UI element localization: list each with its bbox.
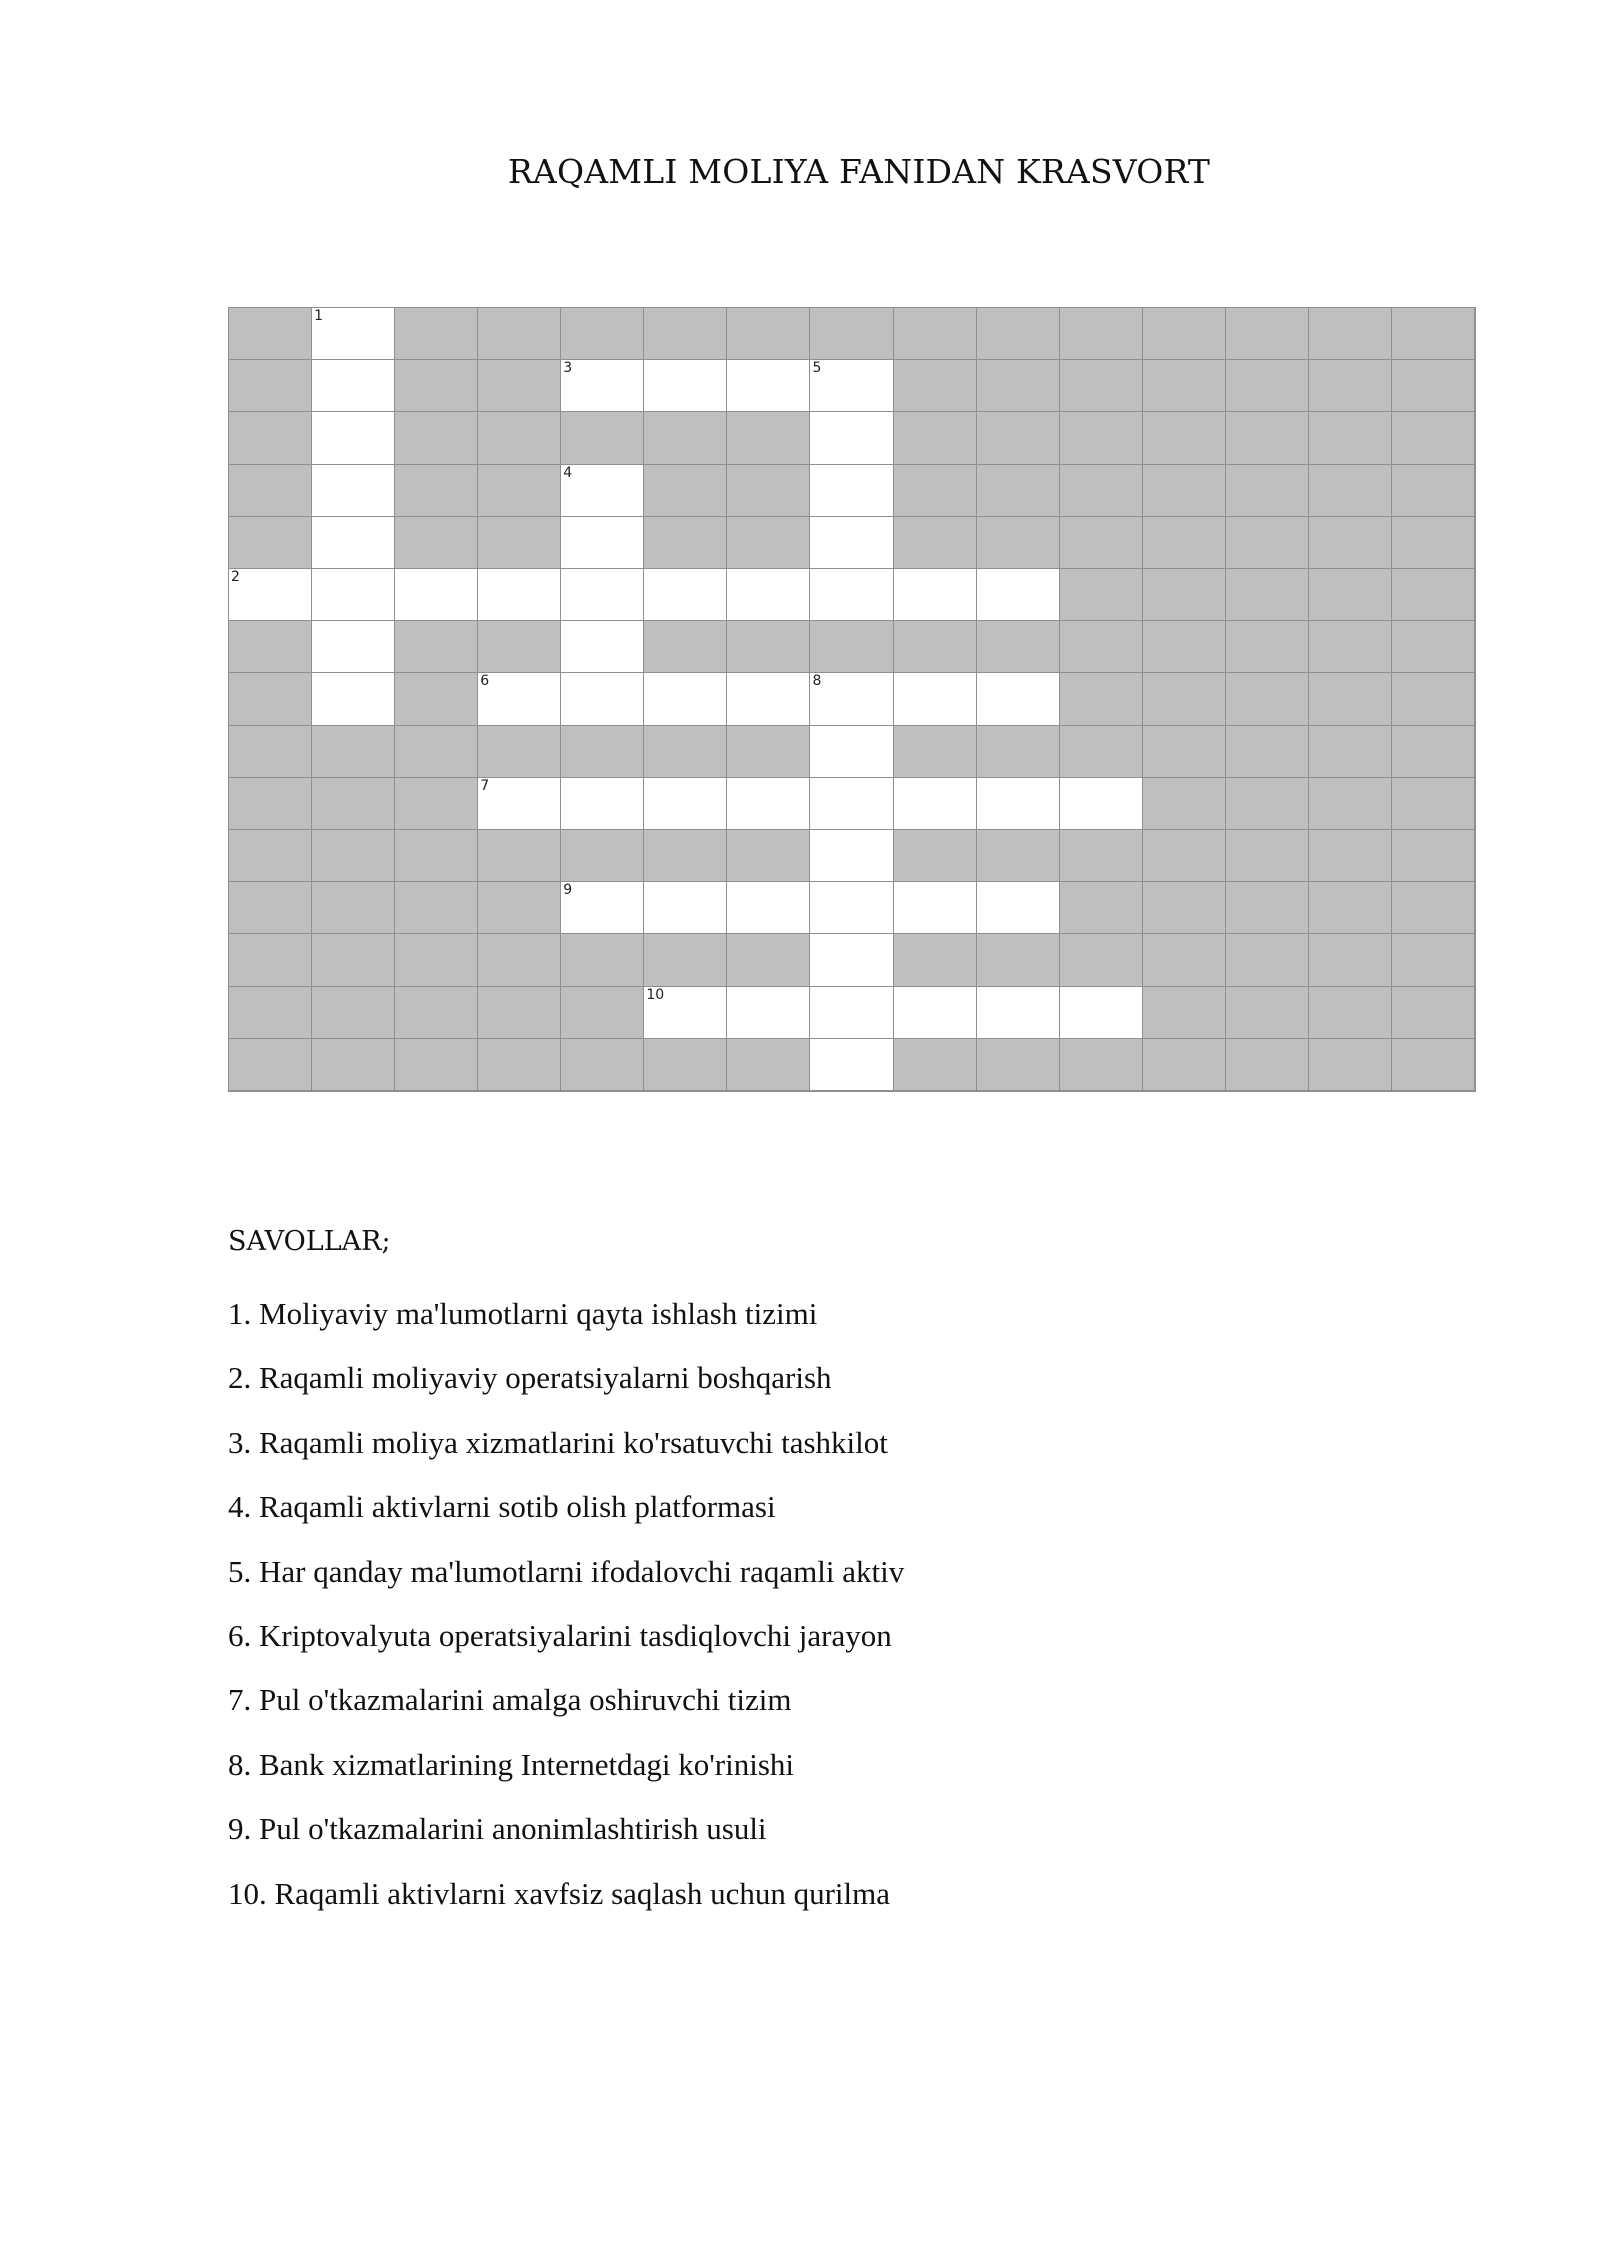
crossword-cell-blocked [229, 308, 312, 360]
clue-item: 7. Pul o'tkazmalarini amalga oshiruvchi tizim [228, 1682, 792, 1718]
crossword-cell-open[interactable] [810, 882, 893, 934]
crossword-cell-blocked [1226, 934, 1309, 986]
crossword-cell-blocked [478, 1039, 561, 1091]
crossword-cell-blocked [1226, 1039, 1309, 1091]
clue-item: 5. Har qanday ma'lumotlarni ifodalovchi raqamli aktiv [228, 1553, 905, 1589]
crossword-cell-blocked [395, 308, 478, 360]
crossword-cell-open[interactable] [561, 673, 644, 725]
crossword-cell-open[interactable] [727, 673, 810, 725]
crossword-cell-blocked [1309, 934, 1392, 986]
crossword-cell-blocked [478, 830, 561, 882]
crossword-cell-open[interactable] [810, 987, 893, 1039]
crossword-cell-blocked [977, 934, 1060, 986]
crossword-cell-open[interactable] [561, 360, 644, 412]
crossword-cell-blocked [727, 1039, 810, 1091]
page-title: RAQAMLI MOLIYA FANIDAN KRASVORT [507, 152, 1211, 191]
crossword-cell-blocked [229, 621, 312, 673]
crossword-cell-blocked [977, 621, 1060, 673]
crossword-cell-blocked [395, 621, 478, 673]
crossword-cell-blocked [478, 621, 561, 673]
crossword-cell-blocked [395, 726, 478, 778]
crossword-cell-blocked [561, 987, 644, 1039]
crossword-cell-open[interactable] [644, 673, 727, 725]
clue-number: 2 [231, 569, 240, 585]
crossword-cell-blocked [395, 882, 478, 934]
crossword-cell-blocked [727, 308, 810, 360]
crossword-cell-blocked [644, 412, 727, 464]
clue-number: 4 [563, 464, 573, 481]
crossword-cell-blocked [561, 1039, 644, 1091]
clue-number: 10 [646, 986, 665, 1003]
crossword-cell-blocked [1143, 987, 1226, 1039]
crossword-cell-blocked [1060, 465, 1143, 517]
crossword-cell-blocked [395, 412, 478, 464]
clue-number: 5 [812, 360, 822, 377]
crossword-cell-open[interactable] [1060, 987, 1143, 1039]
clue-item: 9. Pul o'tkazmalarini anonimlashtirish usuli [228, 1811, 767, 1847]
crossword-cell-blocked [312, 882, 395, 934]
crossword-cell-blocked [977, 1039, 1060, 1091]
crossword-cell-blocked [1060, 412, 1143, 464]
crossword-cell-open[interactable] [727, 360, 810, 412]
crossword-cell-open[interactable] [312, 569, 395, 621]
clue-number: 8 [812, 673, 822, 690]
crossword-cell-blocked [1309, 778, 1392, 830]
crossword-cell-blocked [478, 465, 561, 517]
crossword-cell-open[interactable] [1060, 778, 1143, 830]
crossword-grid [228, 307, 1476, 1092]
crossword-cell-open[interactable] [727, 569, 810, 621]
crossword-cell-blocked [1309, 465, 1392, 517]
crossword-cell-blocked [1226, 360, 1309, 412]
crossword-cell-blocked [727, 830, 810, 882]
crossword-cell-open[interactable] [395, 569, 478, 621]
crossword-cell-blocked [644, 517, 727, 569]
crossword-cell-blocked [1392, 882, 1475, 934]
crossword-cell-blocked [478, 987, 561, 1039]
crossword-cell-blocked [1226, 517, 1309, 569]
crossword-cell-blocked [229, 465, 312, 517]
crossword-cell-blocked [1143, 726, 1226, 778]
crossword-cell-open[interactable] [810, 830, 893, 882]
crossword-cell-blocked [810, 308, 893, 360]
crossword-cell-blocked [1392, 934, 1475, 986]
crossword-cell-open[interactable] [478, 778, 561, 830]
crossword-cell-blocked [478, 882, 561, 934]
crossword-cell-blocked [1309, 987, 1392, 1039]
crossword-cell-open[interactable] [894, 882, 977, 934]
crossword-cell-blocked [977, 517, 1060, 569]
clue-number: 9 [563, 882, 573, 899]
crossword-cell-blocked [1143, 1039, 1226, 1091]
clue-item: 10. Raqamli aktivlarni xavfsiz saqlash uchun qurilma [228, 1875, 891, 1911]
crossword-cell-blocked [229, 517, 312, 569]
crossword-cell-open[interactable] [810, 934, 893, 986]
crossword-cell-open[interactable] [810, 412, 893, 464]
crossword-cell-blocked [1143, 621, 1226, 673]
crossword-cell-blocked [1392, 1039, 1475, 1091]
crossword-cell-blocked [1143, 517, 1226, 569]
crossword-cell-blocked [229, 882, 312, 934]
crossword-cell-blocked [1060, 517, 1143, 569]
crossword-cell-blocked [977, 726, 1060, 778]
crossword-cell-blocked [1226, 882, 1309, 934]
crossword-cell-blocked [894, 412, 977, 464]
crossword-cell-open[interactable] [810, 726, 893, 778]
crossword-cell-open[interactable] [561, 465, 644, 517]
clue-item: 2. Raqamli moliyaviy operatsiyalarni boshqarish [228, 1360, 832, 1396]
crossword-cell-open[interactable] [977, 882, 1060, 934]
crossword-cell-blocked [1143, 934, 1226, 986]
crossword-cell-open[interactable] [312, 465, 395, 517]
crossword-cell-blocked [977, 360, 1060, 412]
crossword-cell-open[interactable] [977, 569, 1060, 621]
crossword-cell-blocked [395, 517, 478, 569]
clue-number: 7 [480, 777, 490, 794]
crossword-cell-blocked [1060, 726, 1143, 778]
crossword-cell-open[interactable] [312, 673, 395, 725]
crossword-cell-open[interactable] [561, 882, 644, 934]
crossword-cell-open[interactable] [727, 987, 810, 1039]
crossword-cell-open[interactable] [312, 360, 395, 412]
crossword-cell-blocked [1226, 412, 1309, 464]
crossword-cell-blocked [1309, 1039, 1392, 1091]
crossword-cell-open[interactable] [312, 412, 395, 464]
crossword-cell-blocked [1060, 882, 1143, 934]
clue-item: 3. Raqamli moliya xizmatlarini ko'rsatuvchi tashkilot [228, 1424, 888, 1460]
clue-number: 3 [563, 360, 573, 377]
crossword-cell-blocked [1226, 987, 1309, 1039]
crossword-cell-blocked [894, 1039, 977, 1091]
crossword-cell-blocked [644, 308, 727, 360]
crossword-cell-open[interactable] [810, 360, 893, 412]
crossword-cell-blocked [727, 412, 810, 464]
crossword-cell-blocked [395, 934, 478, 986]
crossword-cell-blocked [977, 308, 1060, 360]
crossword-cell-blocked [478, 308, 561, 360]
crossword-cell-open[interactable] [478, 569, 561, 621]
crossword-cell-blocked [727, 465, 810, 517]
crossword-cell-blocked [1226, 778, 1309, 830]
crossword-cell-blocked [977, 830, 1060, 882]
clue-number: 6 [480, 673, 490, 690]
crossword-cell-open[interactable] [644, 882, 727, 934]
crossword-cell-blocked [395, 465, 478, 517]
crossword-cell-blocked [1309, 517, 1392, 569]
crossword-cell-blocked [644, 1039, 727, 1091]
crossword-cell-blocked [312, 987, 395, 1039]
crossword-cell-blocked [1143, 778, 1226, 830]
clues-heading: SAVOLLAR; [228, 1226, 391, 1257]
crossword-cell-blocked [395, 830, 478, 882]
crossword-cell-blocked [1060, 308, 1143, 360]
crossword-cell-blocked [1226, 830, 1309, 882]
crossword-cell-blocked [894, 830, 977, 882]
crossword-cell-blocked [312, 726, 395, 778]
crossword-cell-blocked [1226, 308, 1309, 360]
crossword-cell-blocked [1309, 673, 1392, 725]
crossword-cell-blocked [1143, 308, 1226, 360]
crossword-cell-blocked [561, 412, 644, 464]
crossword-cell-blocked [1226, 465, 1309, 517]
crossword-cell-blocked [644, 934, 727, 986]
crossword-cell-blocked [1060, 569, 1143, 621]
crossword-cell-blocked [478, 934, 561, 986]
crossword-cell-blocked [644, 830, 727, 882]
crossword-cell-blocked [644, 621, 727, 673]
crossword-cell-blocked [312, 830, 395, 882]
crossword-cell-open[interactable] [312, 308, 395, 360]
crossword-cell-blocked [229, 1039, 312, 1091]
crossword-cell-blocked [894, 621, 977, 673]
crossword-cell-blocked [727, 621, 810, 673]
crossword-cell-blocked [727, 726, 810, 778]
crossword-cell-open[interactable] [644, 360, 727, 412]
crossword-cell-open[interactable] [727, 882, 810, 934]
crossword-cell-open[interactable] [561, 778, 644, 830]
crossword-cell-blocked [229, 726, 312, 778]
crossword-cell-open[interactable] [977, 778, 1060, 830]
crossword-cell-blocked [1143, 465, 1226, 517]
crossword-cell-blocked [1226, 621, 1309, 673]
crossword-cell-open[interactable] [312, 621, 395, 673]
crossword-cell-blocked [1392, 673, 1475, 725]
crossword-cell-blocked [1309, 726, 1392, 778]
crossword-cell-blocked [644, 726, 727, 778]
crossword-cell-blocked [1309, 308, 1392, 360]
crossword-cell-blocked [395, 360, 478, 412]
crossword-cell-blocked [478, 726, 561, 778]
crossword-cell-blocked [1392, 621, 1475, 673]
crossword-cell-blocked [312, 778, 395, 830]
crossword-cell-blocked [395, 987, 478, 1039]
crossword-cell-open[interactable] [561, 517, 644, 569]
clue-number: 1 [314, 308, 323, 324]
clue-item: 4. Raqamli aktivlarni sotib olish platformasi [228, 1489, 776, 1525]
crossword-cell-open[interactable] [977, 987, 1060, 1039]
crossword-cell-blocked [977, 465, 1060, 517]
crossword-cell-blocked [1309, 412, 1392, 464]
crossword-cell-blocked [1143, 673, 1226, 725]
crossword-cell-blocked [1143, 360, 1226, 412]
crossword-cell-blocked [395, 673, 478, 725]
crossword-cell-blocked [1143, 830, 1226, 882]
crossword-cell-open[interactable] [810, 465, 893, 517]
crossword-cell-blocked [561, 726, 644, 778]
crossword-cell-blocked [1392, 726, 1475, 778]
clue-item: 1. Moliyaviy ma'lumotlarni qayta ishlash tizimi [228, 1296, 818, 1331]
crossword-cell-blocked [1392, 778, 1475, 830]
crossword-cell-blocked [1060, 830, 1143, 882]
crossword-cell-blocked [1392, 830, 1475, 882]
crossword-cell-open[interactable] [810, 673, 893, 725]
crossword-cell-blocked [229, 360, 312, 412]
crossword-cell-blocked [1309, 621, 1392, 673]
crossword-cell-blocked [1309, 360, 1392, 412]
crossword-cell-open[interactable] [561, 621, 644, 673]
crossword-cell-blocked [894, 726, 977, 778]
crossword-cell-blocked [1392, 360, 1475, 412]
crossword-cell-open[interactable] [644, 987, 727, 1039]
crossword-cell-open[interactable] [727, 778, 810, 830]
crossword-cell-blocked [561, 934, 644, 986]
crossword-cell-blocked [229, 778, 312, 830]
clue-item: 8. Bank xizmatlarining Internetdagi ko'rinishi [228, 1746, 795, 1782]
crossword-cell-open[interactable] [561, 569, 644, 621]
crossword-cell-open[interactable] [644, 569, 727, 621]
crossword-cell-blocked [1060, 621, 1143, 673]
crossword-cell-blocked [727, 934, 810, 986]
crossword-cell-blocked [1143, 412, 1226, 464]
crossword-cell-blocked [561, 308, 644, 360]
crossword-cell-blocked [644, 465, 727, 517]
crossword-cell-blocked [727, 517, 810, 569]
crossword-cell-blocked [229, 412, 312, 464]
crossword-cell-blocked [1309, 830, 1392, 882]
crossword-cell-blocked [1392, 987, 1475, 1039]
crossword-cell-blocked [1060, 1039, 1143, 1091]
crossword-cell-blocked [1392, 308, 1475, 360]
crossword-cell-open[interactable] [478, 673, 561, 725]
crossword-cell-blocked [1060, 360, 1143, 412]
crossword-cell-blocked [395, 1039, 478, 1091]
crossword-cell-open[interactable] [810, 1039, 893, 1091]
crossword-cell-blocked [478, 360, 561, 412]
crossword-cell-blocked [1392, 465, 1475, 517]
crossword-cell-blocked [312, 934, 395, 986]
crossword-cell-blocked [894, 934, 977, 986]
crossword-cell-blocked [894, 308, 977, 360]
crossword-cell-blocked [894, 465, 977, 517]
crossword-cell-open[interactable] [894, 987, 977, 1039]
crossword-cell-blocked [1143, 882, 1226, 934]
crossword-cell-open[interactable] [894, 673, 977, 725]
crossword-cell-blocked [1309, 882, 1392, 934]
crossword-cell-blocked [478, 517, 561, 569]
crossword-cell-blocked [810, 621, 893, 673]
crossword-cell-open[interactable] [644, 778, 727, 830]
crossword-cell-blocked [229, 830, 312, 882]
crossword-cell-blocked [229, 934, 312, 986]
crossword-cell-blocked [229, 673, 312, 725]
crossword-cell-blocked [312, 1039, 395, 1091]
crossword-cell-blocked [977, 412, 1060, 464]
crossword-cell-open[interactable] [810, 778, 893, 830]
crossword-cell-blocked [229, 987, 312, 1039]
crossword-cell-open[interactable] [810, 517, 893, 569]
crossword-cell-open[interactable] [894, 778, 977, 830]
clue-item: 6. Kriptovalyuta operatsiyalarini tasdiqlovchi jarayon [228, 1617, 892, 1653]
crossword-cell-open[interactable] [894, 569, 977, 621]
crossword-cell-blocked [894, 517, 977, 569]
crossword-cell-open[interactable] [810, 569, 893, 621]
crossword-cell-blocked [395, 778, 478, 830]
crossword-cell-blocked [1226, 726, 1309, 778]
crossword-cell-blocked [1392, 412, 1475, 464]
crossword-cell-blocked [1060, 934, 1143, 986]
crossword-cell-blocked [1060, 673, 1143, 725]
crossword-cell-blocked [1309, 569, 1392, 621]
crossword-cell-open[interactable] [229, 569, 312, 621]
crossword-cell-open[interactable] [977, 673, 1060, 725]
crossword-cell-blocked [1226, 569, 1309, 621]
crossword-cell-open[interactable] [312, 517, 395, 569]
crossword-cell-blocked [561, 830, 644, 882]
clue-list [228, 1282, 904, 1926]
crossword-cell-blocked [1143, 569, 1226, 621]
crossword-cell-blocked [1392, 569, 1475, 621]
crossword-cell-blocked [1226, 673, 1309, 725]
crossword-cell-blocked [894, 360, 977, 412]
crossword-cell-blocked [478, 412, 561, 464]
crossword-cell-blocked [1392, 517, 1475, 569]
